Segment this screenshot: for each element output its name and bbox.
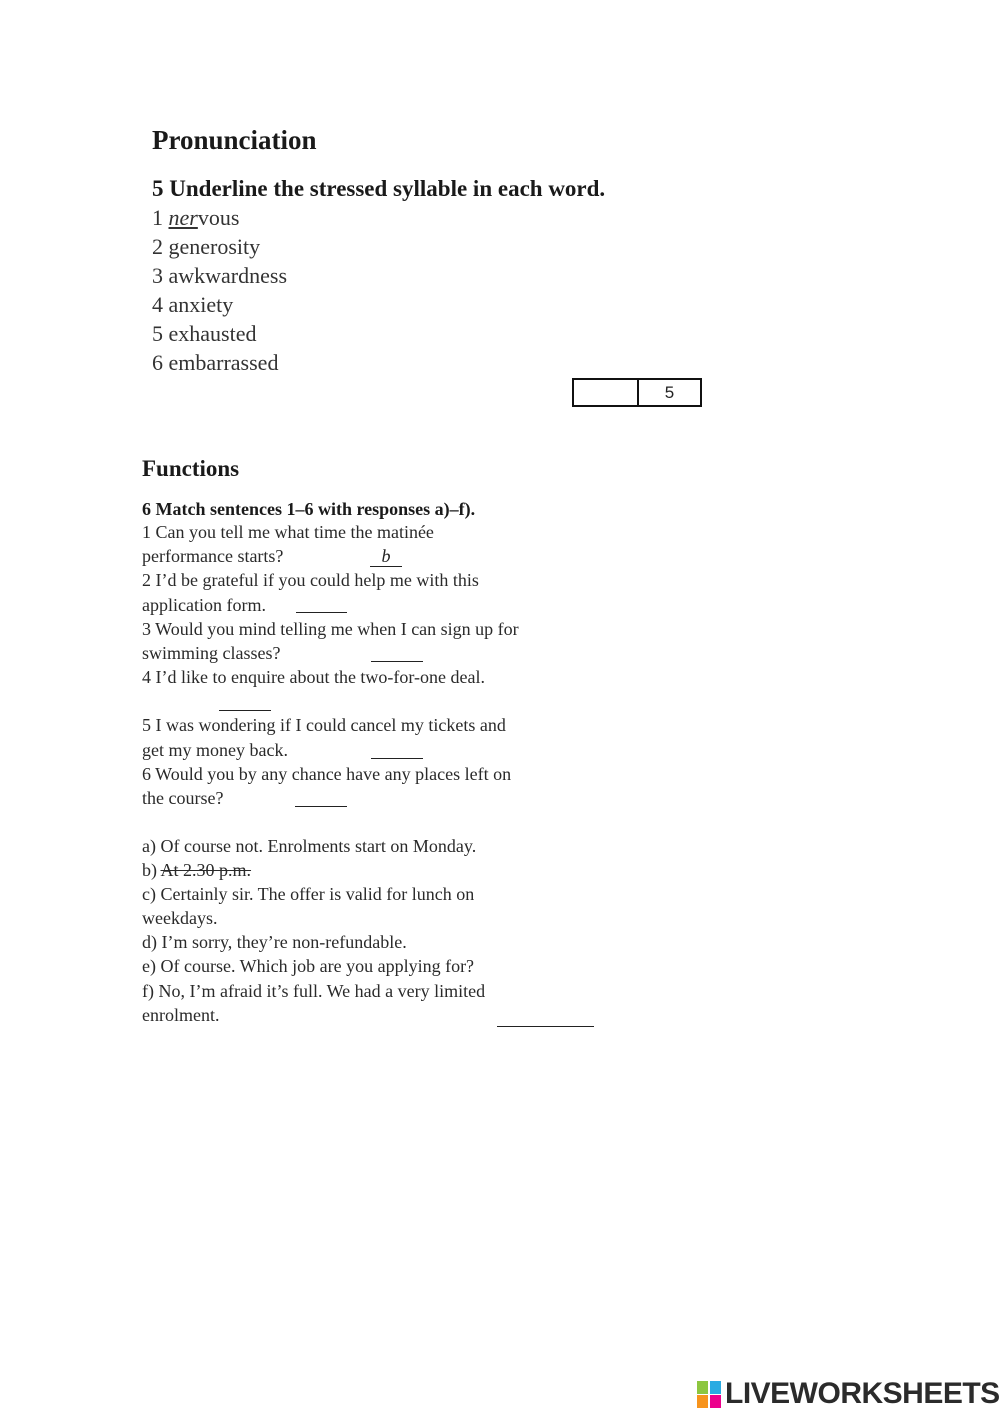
answer-blank-3[interactable] (371, 661, 423, 662)
stressed-syllable: ner (168, 205, 198, 230)
sentence-line: the course? (142, 788, 224, 808)
word-item[interactable]: 6 embarrassed (152, 350, 279, 375)
answer-line-1 (370, 566, 402, 567)
response-b-label: b) (142, 860, 161, 880)
sentence-line: swimming classes? (142, 643, 281, 663)
instruction-exercise-5: 5 Underline the stressed syllable in each word. (152, 176, 606, 201)
word-item[interactable]: 4 anxiety (152, 292, 234, 317)
sentence-line: 6 Would you by any chance have any places left on (142, 764, 512, 784)
word-number: 1 (152, 205, 169, 230)
sentence-line: 5 I was wondering if I could cancel my tickets and (142, 715, 506, 735)
response-c-cont: weekdays. (142, 908, 218, 928)
word-item-example (152, 205, 239, 231)
instruction-exercise-6: 6 Match sentences 1–6 with responses a)–f). (142, 499, 476, 519)
response-f-cont: enrolment. (142, 1005, 220, 1025)
answer-blank-2[interactable] (296, 612, 347, 613)
response-b-text: At 2.30 p.m. (160, 860, 252, 880)
word-item[interactable]: 2 generosity (152, 234, 261, 259)
section-heading-pronunciation: Pronunciation (152, 125, 317, 155)
sentence-line: 1 Can you tell me what time the matinée (142, 522, 434, 542)
sentence-line: 3 Would you mind telling me when I can sign up for (142, 619, 519, 639)
score-box (572, 378, 702, 407)
score-total: 5 (664, 383, 675, 402)
sentence-line: 2 I’d be grateful if you could help me with this (142, 570, 479, 590)
sentence-line: performance starts? (142, 546, 284, 566)
response-f: f) No, I’m afraid it’s full. We had a very limited (142, 981, 486, 1001)
answer-blank-5[interactable] (371, 758, 423, 759)
section-heading-functions: Functions (142, 456, 240, 481)
response-b (142, 860, 251, 881)
logo-icon (697, 1379, 723, 1409)
response-c: c) Certainly sir. The offer is valid for lunch on (142, 884, 475, 904)
response-e: e) Of course. Which job are you applying for? (142, 956, 475, 976)
logo-text: LIVEWORKSHEETS (725, 1377, 1000, 1410)
answer-blank-4[interactable] (219, 710, 271, 711)
liveworksheets-logo (697, 1377, 1000, 1411)
answer-1: b (381, 546, 391, 566)
sentence-line: application form. (142, 595, 266, 615)
word-item[interactable]: 3 awkwardness (152, 263, 288, 288)
response-d: d) I’m sorry, they’re non-refundable. (142, 932, 407, 952)
response-a: a) Of course not. Enrolments start on Monday. (142, 836, 477, 856)
sentence-line: get my money back. (142, 740, 288, 760)
sentence-line: 4 I’d like to enquire about the two-for-one deal. (142, 667, 486, 687)
word-rest: vous (197, 205, 240, 230)
answer-blank-6[interactable] (295, 806, 347, 807)
score-line (497, 1026, 594, 1027)
word-item[interactable]: 5 exhausted (152, 321, 257, 346)
